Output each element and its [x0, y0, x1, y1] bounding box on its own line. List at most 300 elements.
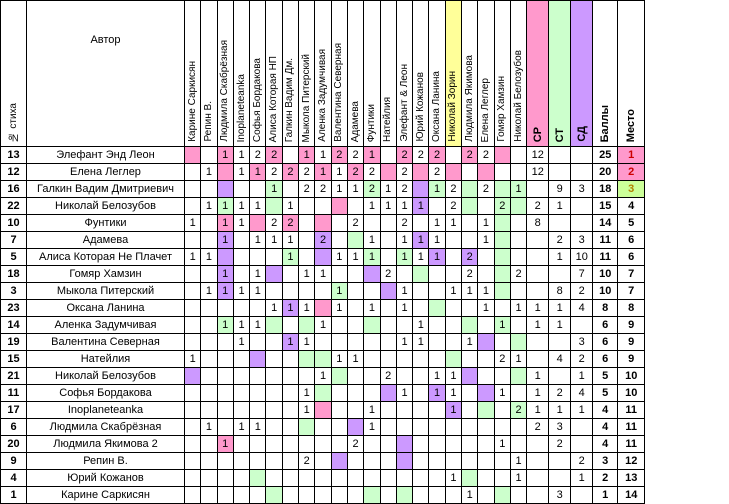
- juror-score: 1: [299, 385, 315, 402]
- juror-score: 1: [331, 283, 347, 300]
- juror-score: 2: [380, 368, 396, 385]
- juror-score: [266, 470, 282, 487]
- juror-score: [233, 351, 249, 368]
- header-juror-label: Николай Белозубов: [512, 50, 524, 142]
- juror-score: 2: [364, 181, 380, 198]
- author-name: Валентина Северная: [27, 334, 185, 351]
- author-name: Николай Белозубов: [27, 198, 185, 215]
- table-row: [1, 470, 645, 487]
- juror-score: [331, 198, 347, 215]
- juror-score: [396, 266, 412, 283]
- juror-score: 1: [217, 147, 233, 164]
- header-juror: [299, 1, 315, 147]
- poem-number: 1: [1, 487, 27, 504]
- score-st: 4: [549, 351, 571, 368]
- juror-score: [364, 351, 380, 368]
- juror-score: 2: [347, 436, 363, 453]
- juror-score: [494, 181, 510, 198]
- score-sd: 1: [571, 402, 593, 419]
- poem-number: 10: [1, 215, 27, 232]
- juror-score: [282, 402, 298, 419]
- header-juror-label: Людмила Якимова: [463, 55, 475, 142]
- juror-score: 1: [331, 181, 347, 198]
- author-name: Елена Леглер: [27, 164, 185, 181]
- juror-score: [201, 300, 217, 317]
- juror-score: [250, 300, 266, 317]
- juror-score: [233, 249, 249, 266]
- juror-score: [510, 436, 526, 453]
- juror-score: [396, 351, 412, 368]
- juror-score: 2: [429, 164, 445, 181]
- score-sr: 2: [527, 198, 549, 215]
- place: 7: [618, 283, 645, 300]
- table-row: [1, 198, 645, 215]
- poem-number: 12: [1, 164, 27, 181]
- juror-score: [347, 266, 363, 283]
- juror-score: [185, 147, 201, 164]
- juror-score: [380, 436, 396, 453]
- score-sd: 10: [571, 249, 593, 266]
- juror-score: [510, 487, 526, 504]
- juror-score: [315, 249, 331, 266]
- header-juror: [462, 1, 478, 147]
- score-sr: [527, 232, 549, 249]
- poem-number: 18: [1, 266, 27, 283]
- juror-score: [201, 351, 217, 368]
- juror-score: 1: [233, 198, 249, 215]
- juror-score: [299, 215, 315, 232]
- place: 9: [618, 351, 645, 368]
- juror-score: [380, 147, 396, 164]
- juror-score: 1: [364, 419, 380, 436]
- juror-score: [201, 266, 217, 283]
- score-st: 2: [549, 436, 571, 453]
- juror-score: 1: [396, 198, 412, 215]
- score-sr: [527, 266, 549, 283]
- juror-score: [250, 215, 266, 232]
- juror-score: [331, 487, 347, 504]
- juror-score: [396, 436, 412, 453]
- juror-score: [250, 487, 266, 504]
- score-sd: [571, 147, 593, 164]
- juror-score: 1: [185, 249, 201, 266]
- header-juror-label: Софья Бордакова: [251, 57, 263, 142]
- juror-score: [462, 436, 478, 453]
- juror-score: [364, 453, 380, 470]
- author-name: Людмила Скабрёзная: [27, 419, 185, 436]
- juror-score: [429, 351, 445, 368]
- poem-number: 11: [1, 385, 27, 402]
- juror-score: 1: [364, 198, 380, 215]
- place: 5: [618, 215, 645, 232]
- table-row: [1, 249, 645, 266]
- table-row: [1, 232, 645, 249]
- score-sr: [527, 283, 549, 300]
- total-points: 2: [593, 470, 618, 487]
- juror-score: [396, 470, 412, 487]
- juror-score: [282, 351, 298, 368]
- juror-score: [510, 283, 526, 300]
- score-st: [549, 368, 571, 385]
- poem-number: 14: [1, 317, 27, 334]
- juror-score: 1: [315, 266, 331, 283]
- juror-score: [478, 266, 494, 283]
- juror-score: [185, 419, 201, 436]
- table-row: [1, 266, 645, 283]
- juror-score: [185, 487, 201, 504]
- juror-score: [315, 436, 331, 453]
- header-juror: [315, 1, 331, 147]
- juror-score: 1: [282, 249, 298, 266]
- header-juror-label: Оксана Ланина: [431, 70, 443, 142]
- juror-score: [462, 470, 478, 487]
- juror-score: [429, 317, 445, 334]
- header-st-label: СТ: [553, 127, 566, 142]
- juror-score: [413, 487, 429, 504]
- juror-score: [233, 436, 249, 453]
- juror-score: [315, 385, 331, 402]
- juror-score: [364, 283, 380, 300]
- juror-score: [282, 436, 298, 453]
- juror-score: [380, 232, 396, 249]
- poem-number: 4: [1, 470, 27, 487]
- score-st: [549, 147, 571, 164]
- poem-number: 3: [1, 283, 27, 300]
- score-sr: 1: [527, 317, 549, 334]
- header-juror: [396, 1, 412, 147]
- juror-score: 1: [299, 334, 315, 351]
- juror-score: [233, 266, 249, 283]
- juror-score: [380, 419, 396, 436]
- juror-score: [233, 181, 249, 198]
- juror-score: [185, 402, 201, 419]
- juror-score: [201, 232, 217, 249]
- juror-score: [462, 453, 478, 470]
- poem-number: 9: [1, 453, 27, 470]
- juror-score: [429, 402, 445, 419]
- table-header-row: [1, 1, 645, 147]
- juror-score: [380, 283, 396, 300]
- score-sd: 4: [571, 385, 593, 402]
- juror-score: [185, 300, 201, 317]
- juror-score: [380, 470, 396, 487]
- juror-score: 2: [429, 147, 445, 164]
- juror-score: [478, 198, 494, 215]
- juror-score: [462, 419, 478, 436]
- juror-score: [185, 181, 201, 198]
- juror-score: 2: [266, 164, 282, 181]
- score-sd: [571, 436, 593, 453]
- place: 7: [618, 266, 645, 283]
- juror-score: [185, 266, 201, 283]
- juror-score: [266, 436, 282, 453]
- juror-score: [315, 453, 331, 470]
- juror-score: 1: [364, 232, 380, 249]
- poem-number: 13: [1, 147, 27, 164]
- juror-score: [299, 232, 315, 249]
- juror-score: [510, 385, 526, 402]
- table-row: [1, 385, 645, 402]
- juror-score: 1: [445, 283, 461, 300]
- juror-score: [462, 317, 478, 334]
- juror-score: 1: [282, 334, 298, 351]
- poem-number: 7: [1, 232, 27, 249]
- header-juror-label: Мыкола Питерский: [300, 53, 312, 142]
- juror-score: [217, 300, 233, 317]
- header-total: [593, 1, 618, 147]
- juror-score: 1: [201, 249, 217, 266]
- juror-score: 1: [331, 164, 347, 181]
- juror-score: 1: [185, 351, 201, 368]
- juror-score: [445, 147, 461, 164]
- author-name: Алиса Которая Не Плачет: [27, 249, 185, 266]
- score-sd: [571, 215, 593, 232]
- juror-score: [380, 351, 396, 368]
- place: 11: [618, 436, 645, 453]
- juror-score: 1: [494, 317, 510, 334]
- header-juror-label: Валентина Северная: [333, 43, 345, 142]
- header-juror-label: Аленка Задумчивая: [317, 49, 329, 142]
- juror-score: [185, 232, 201, 249]
- juror-score: [494, 453, 510, 470]
- juror-score: [364, 266, 380, 283]
- juror-score: [250, 453, 266, 470]
- juror-score: [494, 147, 510, 164]
- juror-score: 1: [266, 232, 282, 249]
- juror-score: 1: [233, 164, 249, 181]
- total-points: 11: [593, 232, 618, 249]
- juror-score: 1: [413, 198, 429, 215]
- header-juror-label: Элефант & Леон: [398, 64, 410, 142]
- place: 4: [618, 198, 645, 215]
- juror-score: [413, 266, 429, 283]
- juror-score: 1: [396, 385, 412, 402]
- juror-score: 1: [185, 215, 201, 232]
- header-juror-label: Галкин Вадим Дм.: [284, 57, 296, 142]
- juror-score: 1: [429, 385, 445, 402]
- juror-score: [315, 334, 331, 351]
- juror-score: [494, 368, 510, 385]
- juror-score: 2: [478, 147, 494, 164]
- header-num-label: № стиха: [7, 102, 19, 142]
- juror-score: [494, 300, 510, 317]
- juror-score: [282, 147, 298, 164]
- score-sr: 1: [527, 402, 549, 419]
- juror-score: 1: [331, 351, 347, 368]
- place: 11: [618, 402, 645, 419]
- juror-score: [299, 470, 315, 487]
- juror-score: 1: [510, 300, 526, 317]
- juror-score: [510, 368, 526, 385]
- juror-score: [364, 436, 380, 453]
- poem-number: 23: [1, 300, 27, 317]
- juror-score: [494, 266, 510, 283]
- juror-score: [413, 351, 429, 368]
- juror-score: [380, 487, 396, 504]
- juror-score: [185, 283, 201, 300]
- poem-number: 20: [1, 436, 27, 453]
- score-sd: [571, 419, 593, 436]
- juror-score: [250, 402, 266, 419]
- juror-score: [299, 198, 315, 215]
- header-total-label: Баллы: [599, 104, 612, 142]
- juror-score: [233, 368, 249, 385]
- juror-score: [347, 334, 363, 351]
- juror-score: 1: [429, 249, 445, 266]
- score-sd: 3: [571, 232, 593, 249]
- author-name: Элефант Энд Леон: [27, 147, 185, 164]
- juror-score: [462, 198, 478, 215]
- juror-score: [201, 487, 217, 504]
- author-name: Inoplaneteanka: [27, 402, 185, 419]
- juror-score: 1: [396, 334, 412, 351]
- table-row: [1, 147, 645, 164]
- juror-score: [331, 266, 347, 283]
- juror-score: [478, 470, 494, 487]
- juror-score: 1: [462, 487, 478, 504]
- poem-number: 16: [1, 181, 27, 198]
- score-sd: [571, 317, 593, 334]
- juror-score: [331, 334, 347, 351]
- juror-score: [315, 402, 331, 419]
- score-st: 1: [549, 300, 571, 317]
- juror-score: [217, 419, 233, 436]
- juror-score: [347, 470, 363, 487]
- total-points: 4: [593, 402, 618, 419]
- juror-score: [445, 300, 461, 317]
- juror-score: [445, 164, 461, 181]
- juror-score: 1: [413, 249, 429, 266]
- header-juror: [347, 1, 363, 147]
- score-st: [549, 470, 571, 487]
- total-points: 15: [593, 198, 618, 215]
- juror-score: [445, 419, 461, 436]
- total-points: 4: [593, 436, 618, 453]
- score-st: [549, 334, 571, 351]
- juror-score: [315, 487, 331, 504]
- score-sr: 12: [527, 147, 549, 164]
- juror-score: [266, 351, 282, 368]
- juror-score: [396, 453, 412, 470]
- juror-score: 1: [233, 419, 249, 436]
- header-juror: [201, 1, 217, 147]
- juror-score: [282, 266, 298, 283]
- juror-score: [413, 470, 429, 487]
- header-juror: [282, 1, 298, 147]
- juror-score: [478, 351, 494, 368]
- juror-score: [266, 453, 282, 470]
- place: 2: [618, 164, 645, 181]
- total-points: 25: [593, 147, 618, 164]
- juror-score: 1: [331, 300, 347, 317]
- juror-score: 1: [217, 436, 233, 453]
- juror-score: [282, 470, 298, 487]
- juror-score: [347, 232, 363, 249]
- juror-score: 1: [380, 198, 396, 215]
- author-name: Мыкола Питерский: [27, 283, 185, 300]
- header-juror: [510, 1, 526, 147]
- score-sd: 1: [571, 470, 593, 487]
- header-sd-label: СД: [575, 126, 588, 142]
- juror-score: 1: [445, 215, 461, 232]
- juror-score: 1: [510, 181, 526, 198]
- juror-score: 2: [282, 164, 298, 181]
- juror-score: [445, 334, 461, 351]
- juror-score: 1: [201, 164, 217, 181]
- juror-score: [217, 334, 233, 351]
- header-juror-label: Людмила Скабрёзная: [219, 40, 231, 142]
- poem-number: 17: [1, 402, 27, 419]
- juror-score: [266, 487, 282, 504]
- juror-score: [445, 317, 461, 334]
- juror-score: [429, 334, 445, 351]
- juror-score: 1: [364, 249, 380, 266]
- header-author: Автор: [27, 1, 185, 147]
- juror-score: [315, 283, 331, 300]
- juror-score: 2: [396, 215, 412, 232]
- juror-score: 2: [250, 147, 266, 164]
- juror-score: 1: [217, 317, 233, 334]
- juror-score: 2: [494, 351, 510, 368]
- juror-score: [413, 436, 429, 453]
- score-sr: 1: [527, 368, 549, 385]
- author-name: Гомяр Хамзин: [27, 266, 185, 283]
- juror-score: 1: [445, 368, 461, 385]
- juror-score: [478, 487, 494, 504]
- header-juror: [250, 1, 266, 147]
- header-juror: [266, 1, 282, 147]
- table-row: [1, 487, 645, 504]
- header-juror-label: Адамева: [349, 100, 361, 142]
- score-sd: 2: [571, 283, 593, 300]
- juror-score: [185, 164, 201, 181]
- juror-score: [494, 487, 510, 504]
- table-row: [1, 368, 645, 385]
- juror-score: [445, 436, 461, 453]
- juror-score: 1: [347, 249, 363, 266]
- place: 14: [618, 487, 645, 504]
- juror-score: [315, 198, 331, 215]
- juror-score: [478, 385, 494, 402]
- score-sd: 3: [571, 334, 593, 351]
- author-name: Николай Белозубов: [27, 368, 185, 385]
- score-st: 9: [549, 181, 571, 198]
- juror-score: 2: [396, 164, 412, 181]
- juror-score: [217, 164, 233, 181]
- juror-score: [347, 487, 363, 504]
- juror-score: [201, 215, 217, 232]
- author-name: Репин В.: [27, 453, 185, 470]
- juror-score: 2: [266, 215, 282, 232]
- juror-score: 2: [494, 198, 510, 215]
- juror-score: [478, 249, 494, 266]
- juror-score: [201, 368, 217, 385]
- score-sr: [527, 181, 549, 198]
- header-juror-label: Елена Леглер: [479, 77, 491, 142]
- juror-score: [510, 334, 526, 351]
- juror-score: 1: [478, 215, 494, 232]
- place: 9: [618, 334, 645, 351]
- juror-score: [413, 402, 429, 419]
- table-row: [1, 164, 645, 181]
- juror-score: 2: [282, 215, 298, 232]
- juror-score: [201, 181, 217, 198]
- juror-score: 1: [429, 181, 445, 198]
- table-row: [1, 215, 645, 232]
- juror-score: [413, 215, 429, 232]
- juror-score: [462, 351, 478, 368]
- juror-score: [299, 436, 315, 453]
